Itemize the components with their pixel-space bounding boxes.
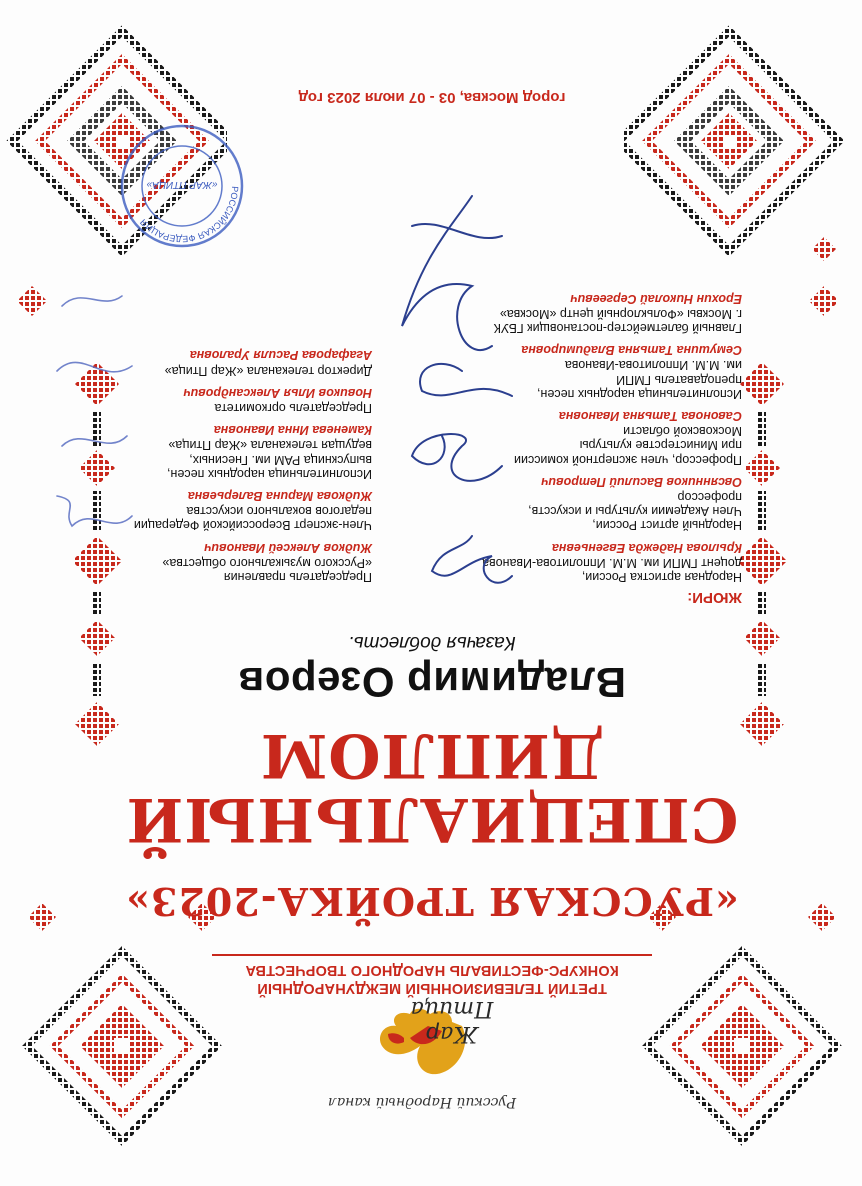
- jury-position: Народная артистка России, доцент ГМПИ им. М.М. Ипполитова-Иванова: [482, 555, 742, 584]
- jury-name: Агафарова Расиля Ураловна: [189, 348, 372, 363]
- jury-position: Председатель оргкомитета: [214, 400, 372, 415]
- broadcaster-name: Русский Народный канал: [327, 1094, 517, 1110]
- jury-name: Савонова Татьяна Ивановна: [558, 408, 742, 423]
- signature: [420, 364, 512, 396]
- stamp-outer-text: РОССИЙСКАЯ ФЕДЕРАЦИЯ: [138, 185, 241, 245]
- signatures-right: [42, 266, 142, 546]
- jury-name: Семушина Татьяна Владимировна: [521, 343, 742, 358]
- jury-position: Директор телеканала «Жар Птица»: [164, 363, 372, 378]
- signature: [432, 536, 512, 583]
- jury-name: Жидков Алексей Иванович: [204, 540, 372, 555]
- jury-name: Каменева Инна Ивановна: [213, 423, 372, 438]
- signature: [62, 436, 127, 446]
- signature: [412, 434, 502, 481]
- jury-name: Крылова Надежда Евгеньевна: [551, 540, 742, 555]
- jury-name: Новиков Илья Александрович: [183, 385, 372, 400]
- title-divider: [212, 954, 652, 956]
- jury-position: Исполнительница народных песен, преподаватель ГМПИ им. М.М. Ипполитова-Иванова: [537, 358, 742, 401]
- jury-name: Жидкова Марина Валерьевна: [187, 488, 372, 503]
- jury-name: Ерохин Николай Сергеевич: [570, 291, 742, 306]
- jury-position: Народный артист России, Член Академии культуры и искусств, профессор: [528, 489, 742, 533]
- jury-heading: ЖЮРИ:: [687, 589, 742, 606]
- laureate-name: Владимир Озеров: [237, 659, 627, 706]
- signature: [57, 362, 132, 371]
- festival-title: «РУССКАЯ ТРОЙКА-2023»: [125, 879, 739, 924]
- logo-name: Жар Птица: [410, 996, 494, 1046]
- signature: [57, 496, 132, 526]
- edition-line-2: КОНКУРС-ФЕСТИВАЛЬ НАРОДНОГО ТВОРЧЕСТВА: [245, 962, 619, 978]
- signature: [412, 224, 502, 238]
- signatures-left: [372, 186, 532, 606]
- jury-name: Овсянников Василий Петрович: [541, 474, 742, 489]
- nomination: Казачья доблесть.: [348, 632, 516, 653]
- round-stamp: [117, 121, 247, 251]
- edition-line-1: ТРЕТИЙ ТЕЛЕВИЗИОННЫЙ МЕЖДУНАРОДНЫЙ: [257, 980, 607, 996]
- venue-date: город Москва, 03 - 07 июля 2023 год: [298, 89, 566, 106]
- diploma-title: СПЕЦИАЛЬНЫЙ ДИПЛОМ: [125, 720, 739, 854]
- jury-position: Главный балетмейстер-постановщик ГБУК г. Москвы «Фольклорный центр «Москва»: [493, 306, 742, 335]
- jury-position: Профессор, член экспертной комиссии при Министерстве культуры Московской области: [513, 424, 742, 467]
- jury-position: Исполнительница народных песен, выпускница РАМ им. Гнесиных, ведущая телеканала «Жар Птица»: [167, 438, 372, 481]
- signature: [402, 196, 492, 350]
- stamp-inner-text: «ЖАР ПТИЦА»: [146, 179, 218, 190]
- jury-member: [52, 540, 372, 584]
- signature: [62, 296, 122, 306]
- jury-position: Председатель правления «Русского музыкального общества»: [162, 555, 372, 584]
- jury-position: Член-эксперт Всероссийской Федерации педагогов вокального искусства: [133, 504, 372, 533]
